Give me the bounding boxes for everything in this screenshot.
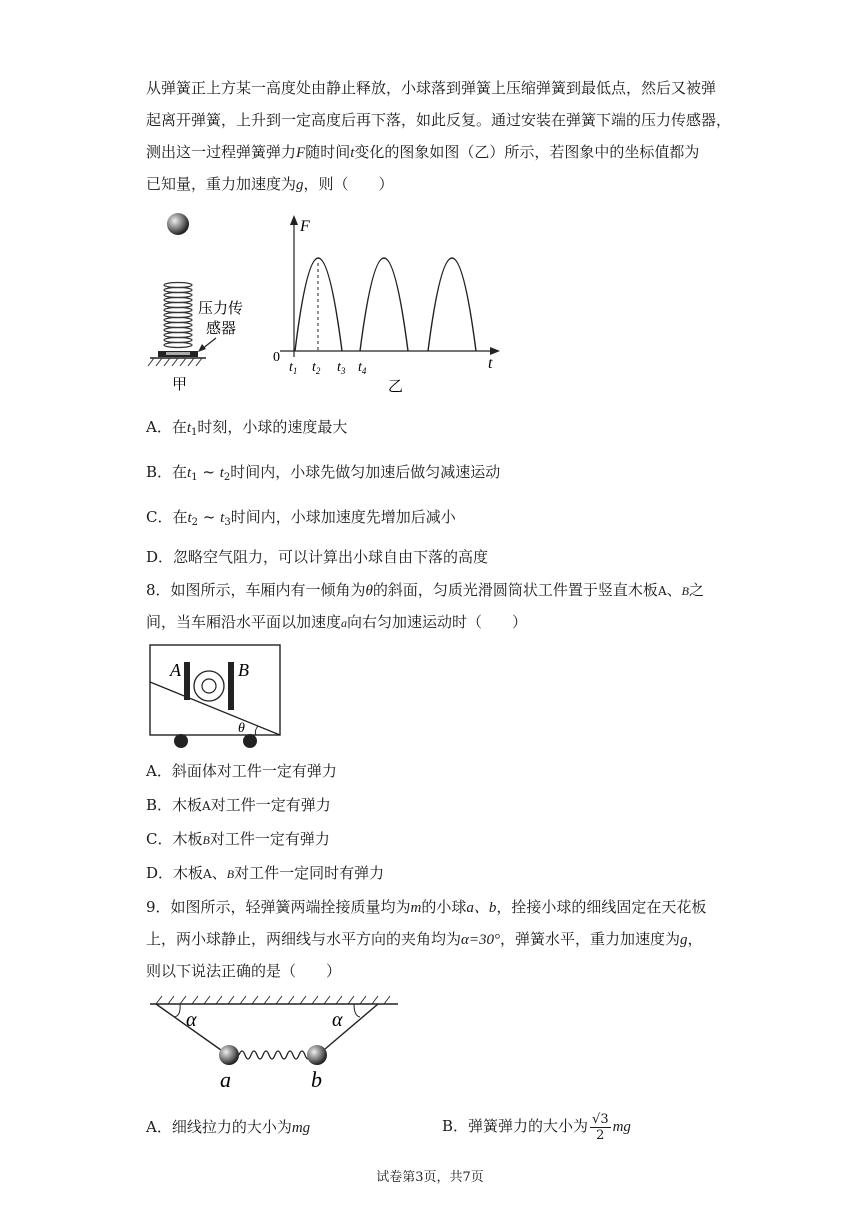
q8-option-b: B．木板A对工件一定有弹力 (146, 796, 331, 814)
q9-option-b: B．弹簧弹力的大小为 $\frac{√3}{2}$ mg (442, 1111, 631, 1143)
q8-option-d: D．木板A、B对工件一定同时有弹力 (146, 864, 385, 882)
f-t-graph (273, 215, 500, 376)
q8-stem-line-2: 间，当车厢沿水平面以加速度a向右匀加速运动时（ ） (146, 613, 528, 631)
fig8-label-A: A (170, 660, 181, 680)
sensor-label-2: 感器 (206, 321, 237, 337)
page-footer: 试卷第3页，共7页 (376, 1170, 484, 1185)
svg-text:t3: $t_3$ (337, 360, 346, 376)
wheel-right (243, 734, 257, 748)
origin-label: 0 (273, 350, 280, 365)
label-jia: 甲 (172, 377, 188, 393)
fig9-spring-icon (239, 1051, 311, 1059)
q7-stem-line-4: 已知量，重力加速度为g，则（ ） (146, 175, 394, 193)
fig8-label-theta: θ (238, 721, 245, 736)
q9-stem-line-1: 9．如图所示，轻弹簧两端拴接质量均为m的小球a、b，拴接小球的细线固定在天花板 (146, 898, 707, 916)
q9-stem-line-3: 则以下说法正确的是（ ） (146, 962, 342, 980)
wheel-left (174, 734, 188, 748)
svg-text:t2: $t_2$ (312, 360, 321, 376)
q7-option-c: C．在$t_2$ ~ $t_3$时间内，小球加速度先增加后减小 (146, 508, 456, 528)
axis-F-label: F (300, 218, 310, 235)
q8-stem-line-1: 8．如图所示，车厢内有一倾角为θ的斜面，匀质光滑圆筒状工件置于竖直木板A、B之 (146, 581, 704, 599)
q7-stem-line-3: 测出这一过程弹簧弹力F随时间t变化的图象如图（乙）所示，若图象中的坐标值都为 (146, 143, 700, 161)
cylinder-workpiece (194, 671, 224, 701)
q9-stem-line-2: 上，两小球静止，两细线与水平方向的夹角均为α=30°，弹簧水平，重力加速度为g， (146, 930, 703, 948)
q8-figure (146, 642, 286, 754)
svg-text:t1: $t_1$ (289, 360, 298, 376)
label-yi: 乙 (388, 379, 404, 395)
ball-a-icon (219, 1045, 239, 1065)
q7-option-d: D．忽略空气阻力，可以计算出小球自由下落的高度 (146, 548, 489, 566)
fig9-label-b: b (311, 1067, 322, 1092)
fig9-label-a: a (220, 1067, 231, 1092)
q7-figure (140, 205, 510, 395)
sensor-label-1: 压力传 (198, 301, 244, 317)
ball-b-icon (307, 1045, 327, 1065)
q8-option-c: C．木板B对工件一定有弹力 (146, 830, 330, 848)
q7-option-b: B．在$t_1$ ~ $t_2$时间内，小球先做匀加速后做匀减速运动 (146, 463, 501, 483)
fig8-label-B: B (238, 660, 249, 680)
q9-figure (146, 992, 406, 1092)
fig9-alpha-left: α (186, 1009, 197, 1031)
q7-stem-line-1: 从弹簧正上方某一高度处由静止释放，小球落到弹簧上压缩弹簧到最低点，然后又被弹 (146, 79, 717, 97)
axis-t-label: t (488, 355, 493, 372)
board-B (228, 662, 234, 710)
q8-option-a: A．斜面体对工件一定有弹力 (146, 762, 337, 780)
svg-text:t4: $t_4$ (358, 360, 367, 376)
board-A (184, 662, 190, 700)
q7-stem-line-2: 起离开弹簧，上升到一定高度后再下落，如此反复。通过安装在弹簧下端的压力传感器， (146, 111, 732, 129)
q7-option-a: A．在$t_1$时刻，小球的速度最大 (146, 418, 348, 438)
fig9-alpha-right: α (332, 1009, 343, 1031)
ball-icon (167, 213, 189, 235)
spring-icon (164, 283, 192, 348)
q9-option-a: A．细线拉力的大小为mg (146, 1118, 311, 1136)
